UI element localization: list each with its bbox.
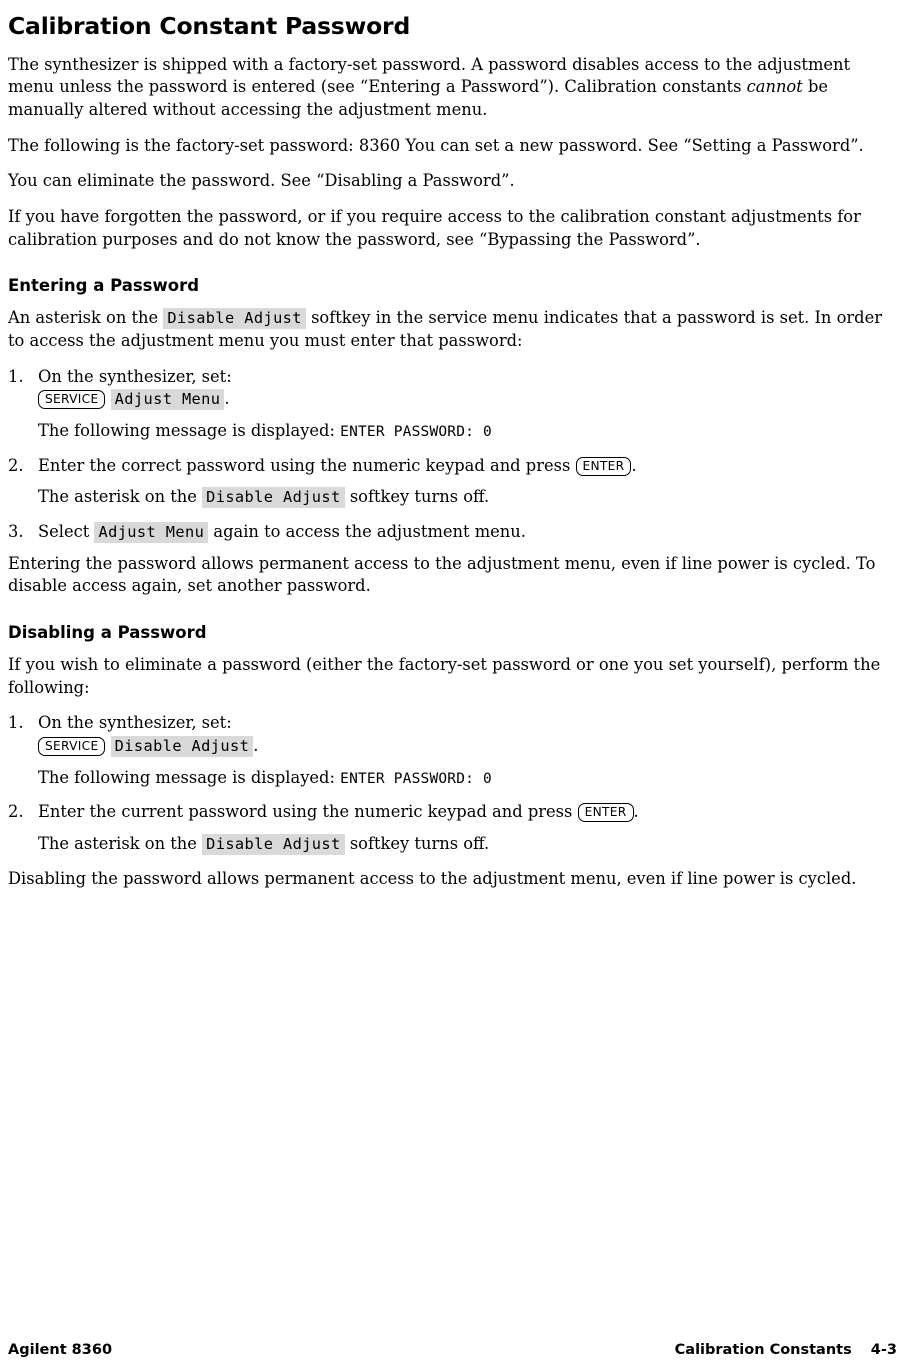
disabling-step2-result <box>38 833 897 856</box>
softkey-disable-adjust: Disable Adjust <box>202 487 345 508</box>
result-after: softkey turns off. <box>344 833 490 853</box>
step-number: 2. <box>8 455 24 475</box>
list-item <box>8 521 897 544</box>
entering-steps-list-2 <box>8 455 897 478</box>
step-period: . <box>253 735 259 755</box>
step-number: 3. <box>8 521 24 541</box>
step-text-before: Enter the correct password using the numeric keypad and press <box>38 455 576 475</box>
result-before: The asterisk on the <box>38 487 203 507</box>
intro-text-1b: be manually altered without accessing the adjustment menu. <box>8 77 829 120</box>
entering-lead-paragraph <box>8 307 897 352</box>
footer-page-number: 4-3 <box>870 1342 897 1358</box>
entering-step2-result <box>38 486 897 509</box>
step-number: 1. <box>8 366 24 386</box>
entering-steps-list <box>8 366 897 411</box>
footer-chapter-label: Calibration Constants <box>674 1342 852 1358</box>
entering-closing-paragraph: Entering the password allows permanent access to the adjustment menu, even if line power is cycled. To disable access again, set another password. <box>8 553 876 596</box>
section-heading-disabling: Disabling a Password <box>8 622 207 642</box>
disabling-steps-list <box>8 712 897 757</box>
entering-step1-result <box>38 420 897 443</box>
disabling-step1-result <box>38 767 897 790</box>
list-item <box>8 455 897 478</box>
entering-lead-before: An asterisk on the <box>8 308 164 328</box>
step-number: 2. <box>8 802 24 822</box>
display-readout-enter-password: ENTER PASSWORD: 0 <box>340 770 492 787</box>
hardkey-service: SERVICE <box>38 737 105 756</box>
softkey-adjust-menu: Adjust Menu <box>94 522 208 543</box>
intro-paragraph-2: The following is the factory-set password: 8360 You can set a new password. See “Setting a Password”. <box>8 135 864 155</box>
softkey-disable-adjust: Disable Adjust <box>163 308 306 329</box>
list-item <box>8 801 897 824</box>
disabling-lead-paragraph: If you wish to eliminate a password (either the factory-set password or one you set yourself), perform the following: <box>8 655 881 697</box>
step-text-before: Enter the current password using the numeric keypad and press <box>38 802 578 822</box>
entering-lead-after: softkey in the service menu indicates that a password is set. In order to access the adjustment menu you must enter that password: <box>8 308 883 351</box>
step-text-after: . <box>633 802 639 822</box>
section-heading-entering: Entering a Password <box>8 276 200 296</box>
entering-steps-list-3 <box>8 521 897 544</box>
display-readout-enter-password: ENTER PASSWORD: 0 <box>340 424 492 441</box>
hardkey-enter: ENTER <box>578 803 634 822</box>
disabling-closing-paragraph: Disabling the password allows permanent access to the adjustment menu, even if line power is cycled. <box>8 868 857 888</box>
softkey-disable-adjust: Disable Adjust <box>111 736 254 757</box>
softkey-adjust-menu: Adjust Menu <box>111 389 225 410</box>
list-item <box>8 712 897 757</box>
step-text-after: again to access the adjustment menu. <box>208 521 526 541</box>
step-text-after: . <box>631 455 637 475</box>
page-title: Calibration Constant Password <box>8 12 411 40</box>
softkey-disable-adjust: Disable Adjust <box>202 834 345 855</box>
result-before: The asterisk on the <box>38 833 203 853</box>
list-item <box>8 366 897 411</box>
intro-paragraph-1 <box>8 54 897 122</box>
page-footer <box>8 1342 897 1358</box>
step-period: . <box>224 389 230 409</box>
hardkey-enter: ENTER <box>576 457 632 476</box>
intro-text-1: The synthesizer is shipped with a factory-set password. A password disables access to the adjustment menu unless the password is entered (see “Entering a Password”). Calibration constants <box>8 54 851 97</box>
step-number: 1. <box>8 713 24 733</box>
intro-paragraph-4: If you have forgotten the password, or if you require access to the calibration constant adjustments for calibration purposes and do not know the password, see “Bypassing the Password”. <box>8 207 861 249</box>
step-text-before: Select <box>38 521 95 541</box>
result-label: The following message is displayed: <box>38 421 341 441</box>
result-after: softkey turns off. <box>344 487 490 507</box>
intro-italic-word: cannot <box>746 77 803 97</box>
hardkey-service: SERVICE <box>38 390 105 409</box>
step-text: On the synthesizer, set: <box>38 366 232 386</box>
step-text: On the synthesizer, set: <box>38 713 232 733</box>
result-label: The following message is displayed: <box>38 767 341 787</box>
footer-left: Agilent 8360 <box>8 1342 113 1358</box>
disabling-steps-list-2 <box>8 801 897 824</box>
intro-paragraph-3: You can eliminate the password. See “Disabling a Password”. <box>8 171 515 191</box>
footer-right <box>661 1342 897 1358</box>
